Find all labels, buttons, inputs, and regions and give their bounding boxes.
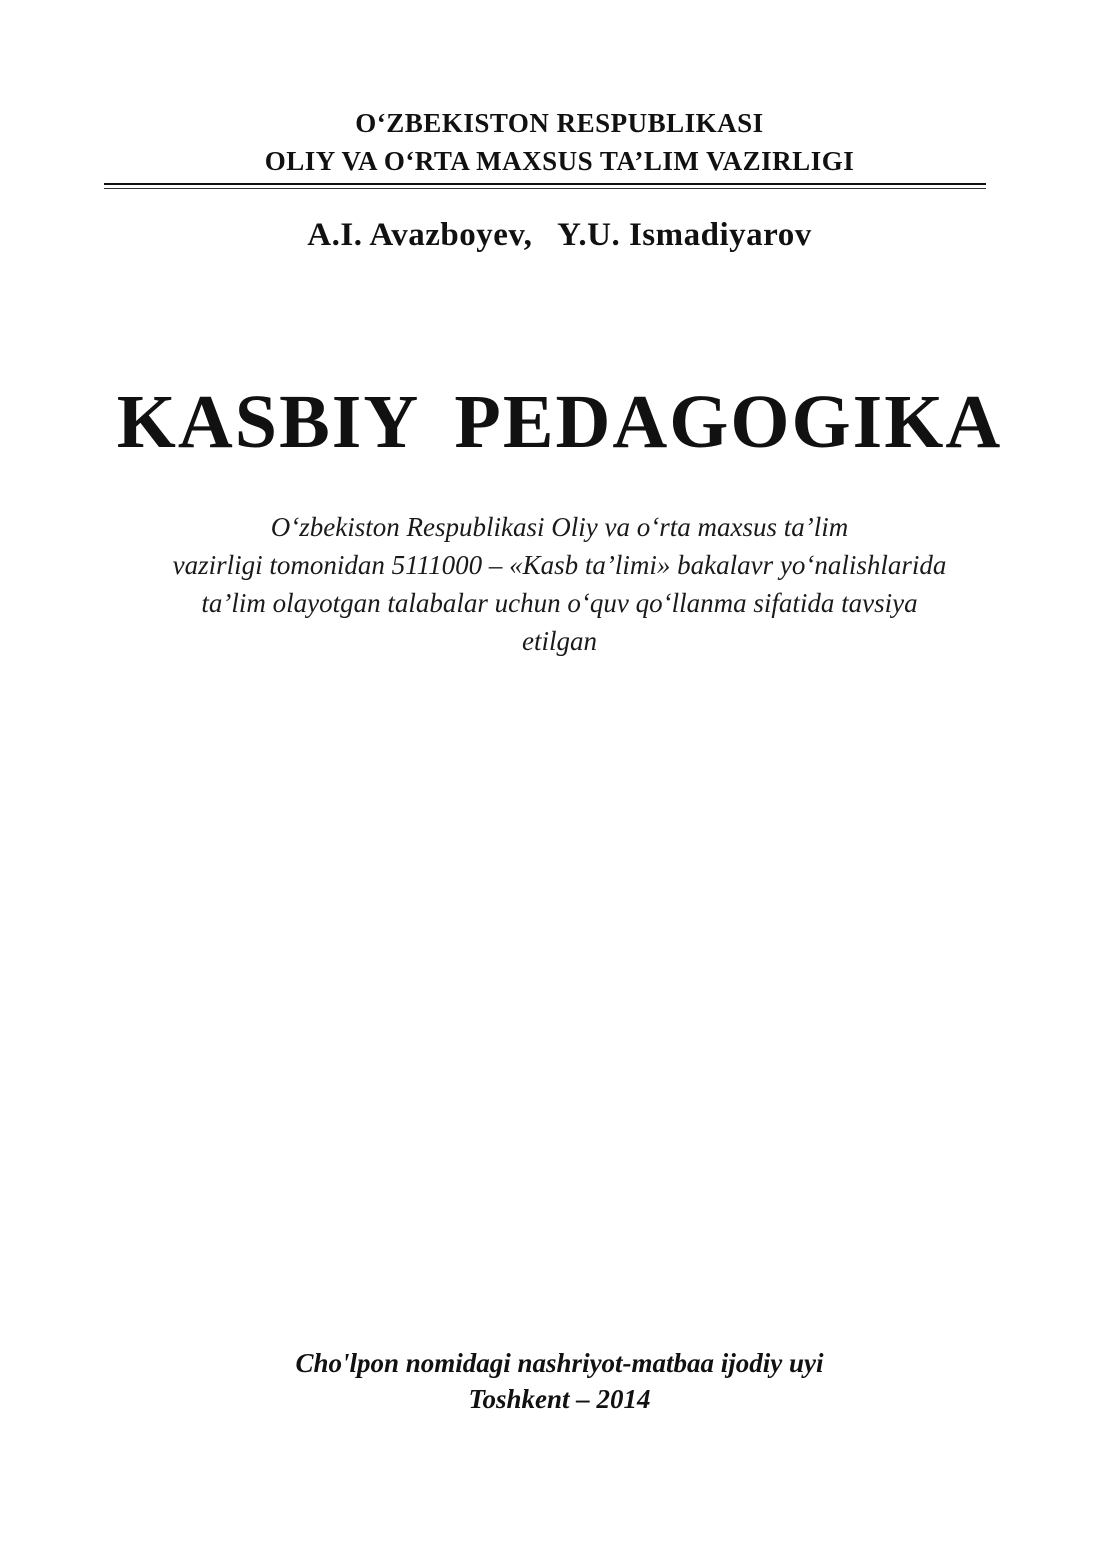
header-divider-thick-line [104,183,986,185]
publisher-name: Cho'lpon nomidagi nashriyot-matbaa ijodiy uyi [295,1348,824,1378]
ministry-header-line-1: O‘ZBEKISTON RESPUBLIKASI [355,108,764,138]
header-divider [104,183,986,191]
author-name-1: A.I. Avazboyev, [307,217,533,253]
author-name-2: Y.U. Ismadiyarov [557,217,812,253]
publication-place-year: Toshkent – 2014 [468,1384,651,1414]
ministry-header-line-2: OLIY VA O‘RTA MAXSUS TA’LIM VAZIRLIGI [264,146,855,176]
header-divider-thin-line [104,188,986,189]
approval-line-3: ta’lim olayotgan talabalar uchun o‘quv qo‘llanma sifatida tavsiya [201,588,918,618]
authors [0,213,1119,257]
publisher-imprint [0,1345,1119,1417]
approval-line-1: O‘zbekiston Respublikasi Oliy va o‘rta maxsus ta’lim [270,512,849,542]
ministry-header [0,104,1119,180]
book-title: KASBIY PEDAGOGIKA [116,380,1003,464]
approval-line-4: etilgan [522,626,597,656]
approval-line-2: vazirligi tomonidan 5111000 – «Kasb ta’limi» bakalavr yo‘nalishlarida [172,550,947,580]
approval-statement [90,508,1029,660]
